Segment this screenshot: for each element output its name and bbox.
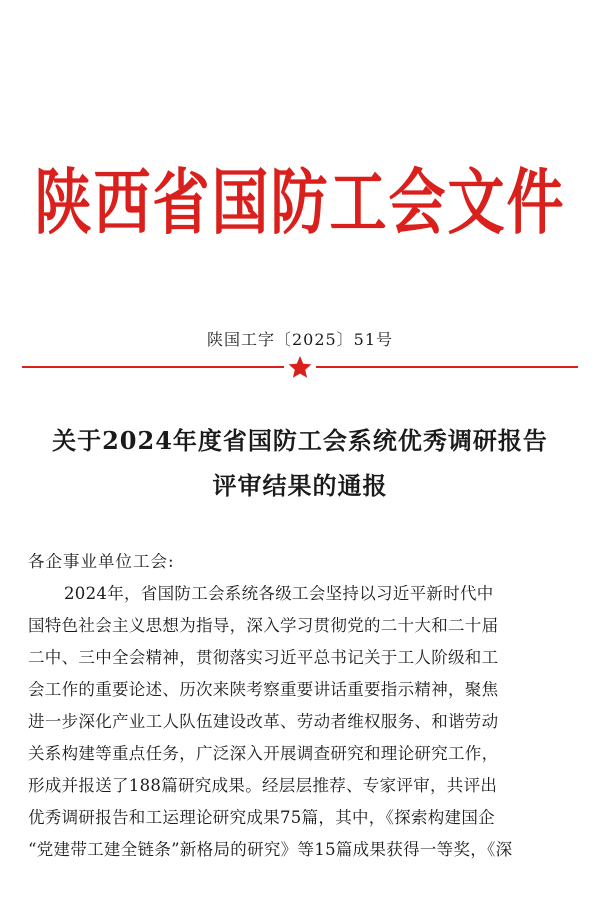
body-line: 优秀调研报告和工运理论研究成果75篇，其中，《探索构建国企: [28, 808, 495, 827]
body-line: 会工作的重要论述、历次来陕考察重要讲话重要指示精神，聚焦: [28, 680, 499, 699]
body-line: 国特色社会主义思想为指导，深入学习贯彻党的二十大和二十届: [28, 616, 499, 635]
star-icon: [289, 356, 312, 378]
body-line: 2024年，省国防工会系统各级工会坚持以习近平新时代中: [64, 584, 494, 603]
body-line: “党建带工建全链条”新格局的研究》等15篇成果获得一等奖，《深: [28, 840, 513, 859]
body-line: 二中、三中全会精神，贯彻落实习近平总书记关于工人阶级和工: [28, 648, 499, 667]
body-line: 关系构建等重点任务，广泛深入开展调查研究和理论研究工作，: [28, 744, 499, 763]
masthead-title: 陕西省国防工会文件: [34, 161, 566, 245]
body-paragraph: [28, 578, 588, 866]
notice-title-line-1: 关于2024年度省国防工会系统优秀调研报告: [52, 426, 548, 455]
salutation: 各企事业单位工会:: [28, 552, 175, 571]
body-line: 形成并报送了188篇研究成果。经层层推荐、专家评审，共评出: [28, 776, 498, 795]
document-number: 陕国工字〔2025〕51号: [206, 330, 394, 349]
notice-title-line-2: 评审结果的通报: [212, 471, 388, 500]
body-line: 进一步深化产业工人队伍建设改革、劳动者维权服务、和谐劳动: [28, 712, 499, 731]
red-divider: [22, 355, 578, 379]
